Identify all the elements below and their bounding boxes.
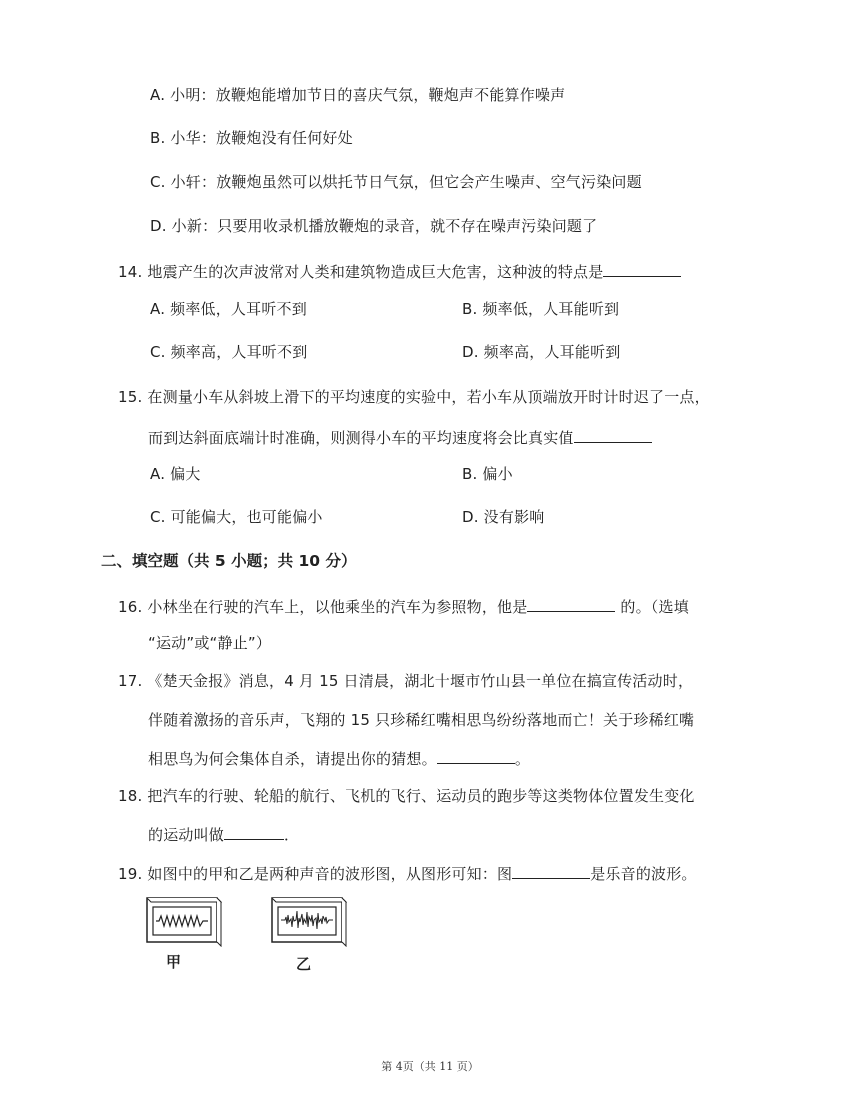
q18-text-after: ． — [284, 826, 300, 844]
q18-line1: 18. 把汽车的行驶、轮船的航行、飞机的飞行、运动员的跑步等这类物体位置发生变化 — [118, 787, 695, 805]
q14-option-c: C. 频率高，人耳听不到 — [150, 343, 308, 361]
q17-line2: 伴随着激扬的音乐声，飞翔的 15 只珍稀红嘴相思鸟纷纷落地而亡！关于珍稀红嘴 — [148, 711, 695, 729]
q14-stem — [118, 261, 681, 282]
q19-stem — [118, 863, 697, 884]
q18-answer-blank[interactable] — [224, 824, 284, 840]
q18-text-before: 的运动叫做 — [148, 826, 225, 844]
q19-text-after: 是乐音的波形。 — [590, 865, 697, 883]
q17-line1: 17. 《楚天金报》消息，4 月 15 日清晨，湖北十堰市竹山县一单位在搞宣传活动时， — [118, 672, 694, 690]
q15-option-d: D. 没有影响 — [462, 508, 545, 526]
q17-answer-blank[interactable] — [437, 748, 515, 764]
q16-answer-blank[interactable] — [527, 596, 615, 612]
waveform-yi-figure — [271, 897, 347, 947]
waveform-yi-label: 乙 — [296, 955, 312, 973]
q16-line1 — [118, 596, 689, 617]
q15-stem-line1: 15. 在测量小车从斜坡上滑下的平均速度的实验中，若小车从顶端放开时计时迟了一点， — [118, 388, 710, 406]
q14-option-d: D. 频率高，人耳能听到 — [462, 343, 621, 361]
q17-line3 — [148, 748, 530, 769]
q18-line2 — [148, 824, 299, 845]
waveform-jia-figure — [146, 897, 222, 947]
q14-option-a: A. 频率低，人耳听不到 — [150, 300, 307, 318]
q13-option-d: D. 小新：只要用收录机播放鞭炮的录音，就不存在噪声污染问题了 — [150, 217, 598, 235]
q14-option-b: B. 频率低，人耳能听到 — [462, 300, 620, 318]
q14-stem-text: 14. 地震产生的次声波常对人类和建筑物造成巨大危害，这种波的特点是 — [118, 263, 604, 281]
q15-option-c: C. 可能偏大，也可能偏小 — [150, 508, 323, 526]
q15-option-a: A. 偏大 — [150, 465, 201, 483]
q15-stem-text: 而到达斜面底端计时准确，则测得小车的平均速度将会比真实值 — [148, 429, 574, 447]
q16-text-before: 16. 小林坐在行驶的汽车上，以他乘坐的汽车为参照物，他是 — [118, 598, 528, 616]
q13-option-c: C. 小轩：放鞭炮虽然可以烘托节日气氛，但它会产生噪声、空气污染问题 — [150, 173, 642, 191]
q17-text-before: 相思鸟为何会集体自杀，请提出你的猜想。 — [148, 750, 437, 768]
q13-option-b: B. 小华：放鞭炮没有任何好处 — [150, 129, 353, 147]
q16-line2: “运动”或“静止”） — [148, 634, 272, 652]
q15-stem-line2 — [148, 427, 652, 448]
q15-option-b: B. 偏小 — [462, 465, 513, 483]
q19-text-before: 19. 如图中的甲和乙是两种声音的波形图，从图形可知：图 — [118, 865, 513, 883]
section-heading-fill-in: 二、填空题（共 5 小题；共 10 分） — [101, 552, 357, 570]
q16-text-after: 的。（选填 — [615, 598, 689, 616]
q15-answer-blank[interactable] — [574, 427, 652, 443]
q13-option-a: A. 小明：放鞭炮能增加节日的喜庆气氛，鞭炮声不能算作噪声 — [150, 86, 566, 104]
q17-text-after: 。 — [514, 750, 531, 768]
waveform-jia-label: 甲 — [166, 953, 182, 971]
q14-answer-blank[interactable] — [603, 261, 681, 277]
q19-answer-blank[interactable] — [512, 863, 590, 879]
page-number-footer: 第 4页（共 11 页） — [381, 1060, 479, 1073]
